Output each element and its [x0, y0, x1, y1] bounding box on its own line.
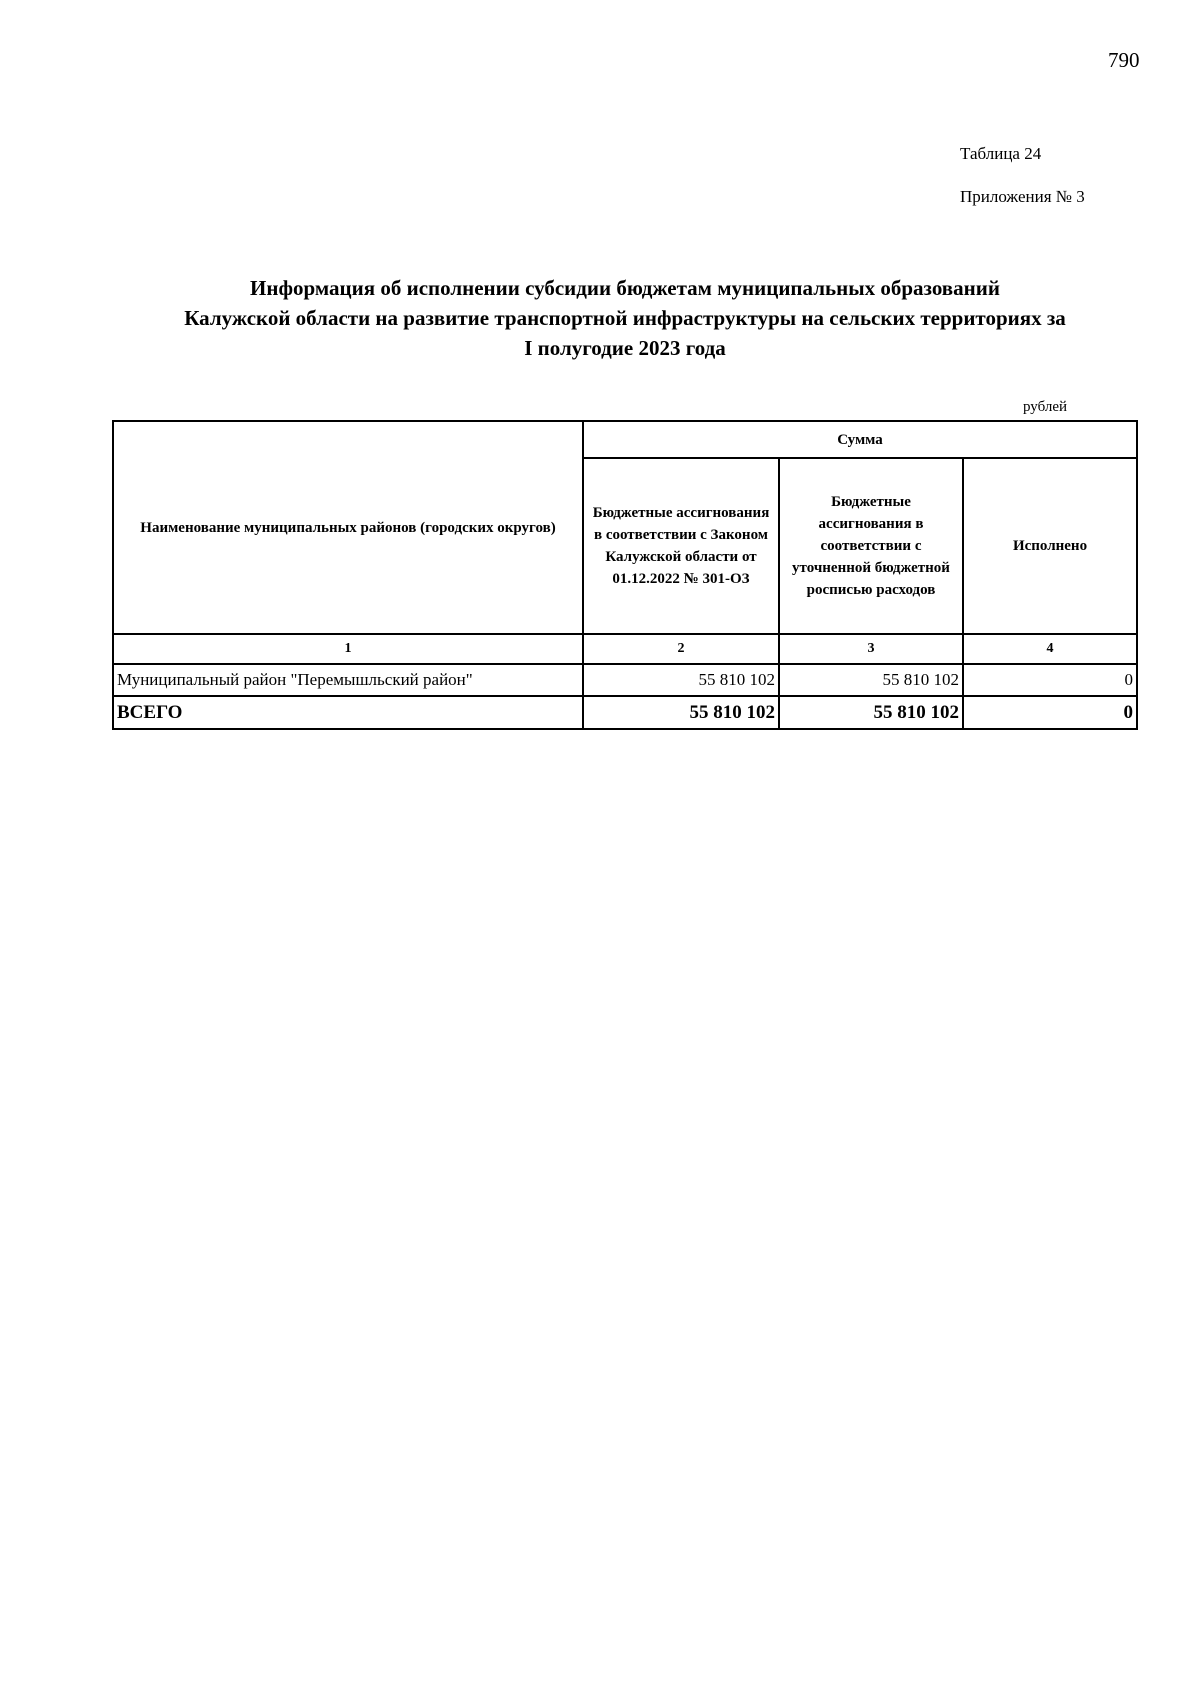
subsidy-table	[112, 420, 1138, 730]
row-budget-refined: 55 810 102	[779, 664, 963, 696]
total-row	[113, 696, 1137, 729]
total-budget-refined: 55 810 102	[779, 696, 963, 729]
row-municipality-name: Муниципальный район "Перемышльский район"	[113, 664, 583, 696]
title-line-1: Информация об исполнении субсидии бюджетам муниципальных образований	[250, 276, 1000, 300]
total-label: ВСЕГО	[113, 696, 583, 729]
appendix-reference: Приложения № 3	[960, 187, 1085, 206]
header-executed: Исполнено	[963, 458, 1137, 634]
title-line-3: I полугодие 2023 года	[524, 336, 726, 360]
column-number-3: 3	[779, 634, 963, 664]
header-budget-law: Бюджетные ассигнования в соответствии с Законом Калужской области от 01.12.2022 № 301-ОЗ	[583, 458, 779, 634]
title-line-2: Калужской области на развитие транспортной инфраструктуры на сельских территориях за	[184, 306, 1066, 330]
row-budget-law: 55 810 102	[583, 664, 779, 696]
table-row	[113, 664, 1137, 696]
header-budget-refined: Бюджетные ассигнования в соответствии с уточненной бюджетной росписью расходов	[779, 458, 963, 634]
table-reference: Таблица 24	[960, 144, 1042, 163]
total-executed: 0	[963, 696, 1137, 729]
total-budget-law: 55 810 102	[583, 696, 779, 729]
document-title	[110, 273, 1140, 363]
row-executed: 0	[963, 664, 1137, 696]
header-municipality-name: Наименование муниципальных районов (городских округов)	[113, 421, 583, 634]
page-number: 790	[1108, 48, 1140, 72]
units-label: рублей	[1023, 399, 1068, 415]
column-number-1: 1	[113, 634, 583, 664]
column-number-2: 2	[583, 634, 779, 664]
column-number-4: 4	[963, 634, 1137, 664]
header-sum: Сумма	[583, 421, 1137, 458]
